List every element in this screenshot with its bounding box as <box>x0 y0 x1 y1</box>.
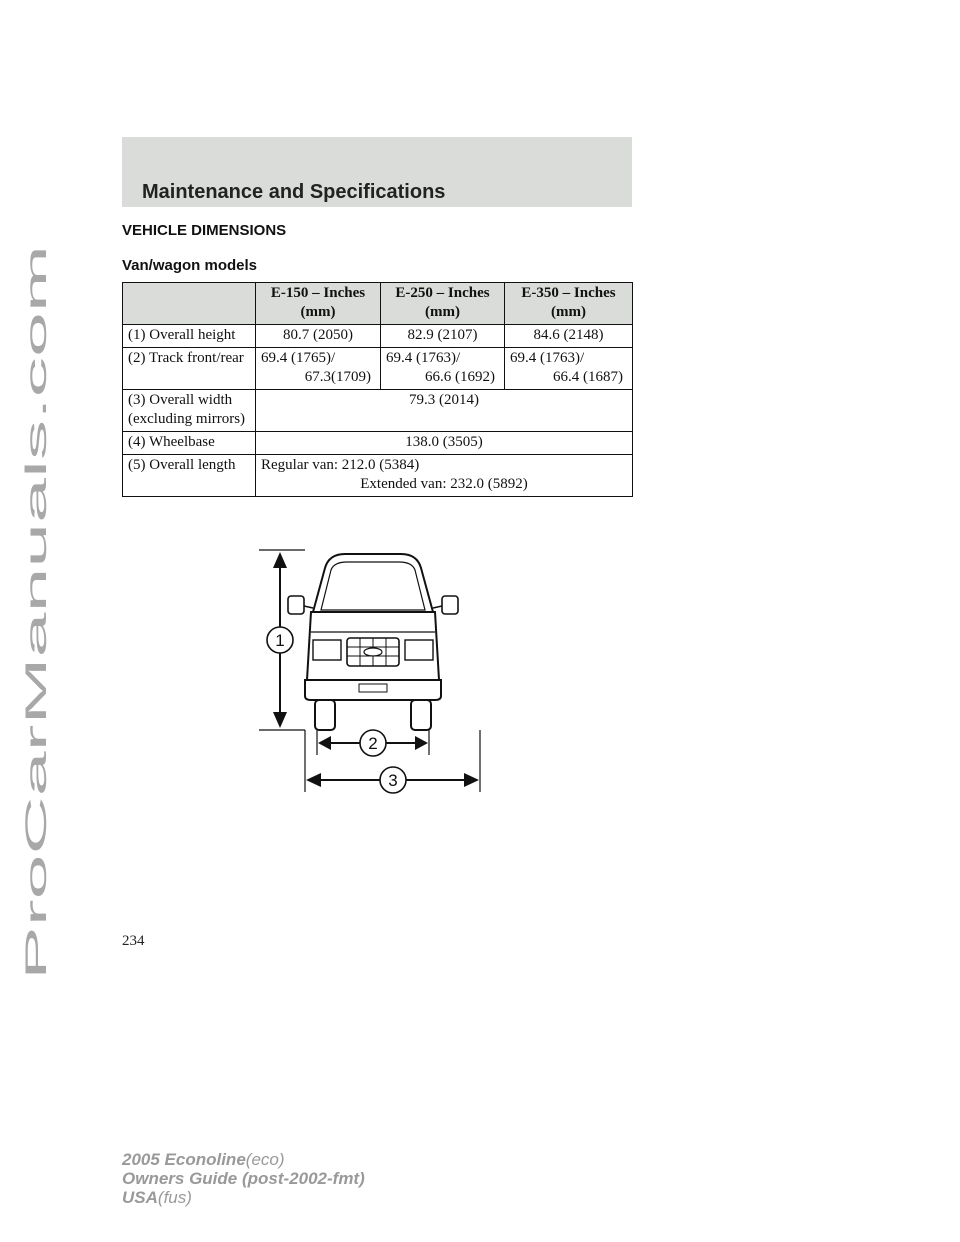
header-band <box>122 137 632 207</box>
watermark-svg <box>0 240 64 980</box>
footer-model: 2005 Econoline <box>122 1150 246 1169</box>
track-front: 69.4 (1765)/ <box>261 350 336 366</box>
track-rear: 66.6 (1692) <box>425 369 495 385</box>
footer <box>122 1150 365 1207</box>
section-heading: VEHICLE DIMENSIONS <box>122 222 287 239</box>
page-title: Maintenance and Specifications <box>142 181 446 203</box>
header-cell-e350: E-350 – Inches (mm) <box>505 283 633 325</box>
table-row <box>123 390 633 432</box>
cell-value <box>256 348 381 390</box>
cell-value: 79.3 (2014) <box>256 390 633 432</box>
page-number: 234 <box>122 933 145 949</box>
label-2: 2 <box>368 734 378 753</box>
track-front: 69.4 (1763)/ <box>510 350 585 366</box>
footer-line-1 <box>122 1150 365 1169</box>
watermark <box>0 240 64 980</box>
table-row <box>123 325 633 348</box>
footer-market: USA <box>122 1188 158 1207</box>
table-header-row <box>123 283 633 325</box>
cell-value: 84.6 (2148) <box>505 325 633 348</box>
van-front-diagram <box>255 540 495 810</box>
row-label: (1) Overall height <box>123 325 256 348</box>
cell-value <box>381 348 505 390</box>
label-1: 1 <box>275 631 285 650</box>
watermark-text: ProCarManuals.com <box>20 706 53 980</box>
row-label: (2) Track front/rear <box>123 348 256 390</box>
cell-value: 80.7 (2050) <box>256 325 381 348</box>
row-label: (3) Overall width (excluding mirrors) <box>123 390 256 432</box>
track-rear: 66.4 (1687) <box>553 369 623 385</box>
sub-heading: Van/wagon models <box>122 257 258 274</box>
length-regular: Regular van: 212.0 (5384) <box>261 457 420 473</box>
cell-value <box>505 348 633 390</box>
table-row <box>123 455 633 497</box>
footer-market-code: (fus) <box>157 1188 192 1207</box>
track-rear: 67.3(1709) <box>304 369 371 385</box>
label-3: 3 <box>388 771 398 790</box>
length-extended: Extended van: 232.0 (5892) <box>360 476 528 492</box>
van-front-svg <box>255 540 495 810</box>
table-row <box>123 432 633 455</box>
cell-value <box>256 455 633 497</box>
table-row <box>123 348 633 390</box>
cell-value: 82.9 (2107) <box>381 325 505 348</box>
header-cell-e150: E-150 – Inches (mm) <box>256 283 381 325</box>
track-front: 69.4 (1763)/ <box>386 350 461 366</box>
header-cell-e250: E-250 – Inches (mm) <box>381 283 505 325</box>
footer-line-2: Owners Guide (post-2002-fmt) <box>122 1169 365 1188</box>
header-cell-empty <box>123 283 256 325</box>
footer-line-3 <box>122 1188 365 1207</box>
footer-model-code: (eco) <box>245 1150 285 1169</box>
dimensions-table <box>122 282 633 497</box>
row-label: (4) Wheelbase <box>123 432 256 455</box>
cell-value: 138.0 (3505) <box>256 432 633 455</box>
row-label: (5) Overall length <box>123 455 256 497</box>
